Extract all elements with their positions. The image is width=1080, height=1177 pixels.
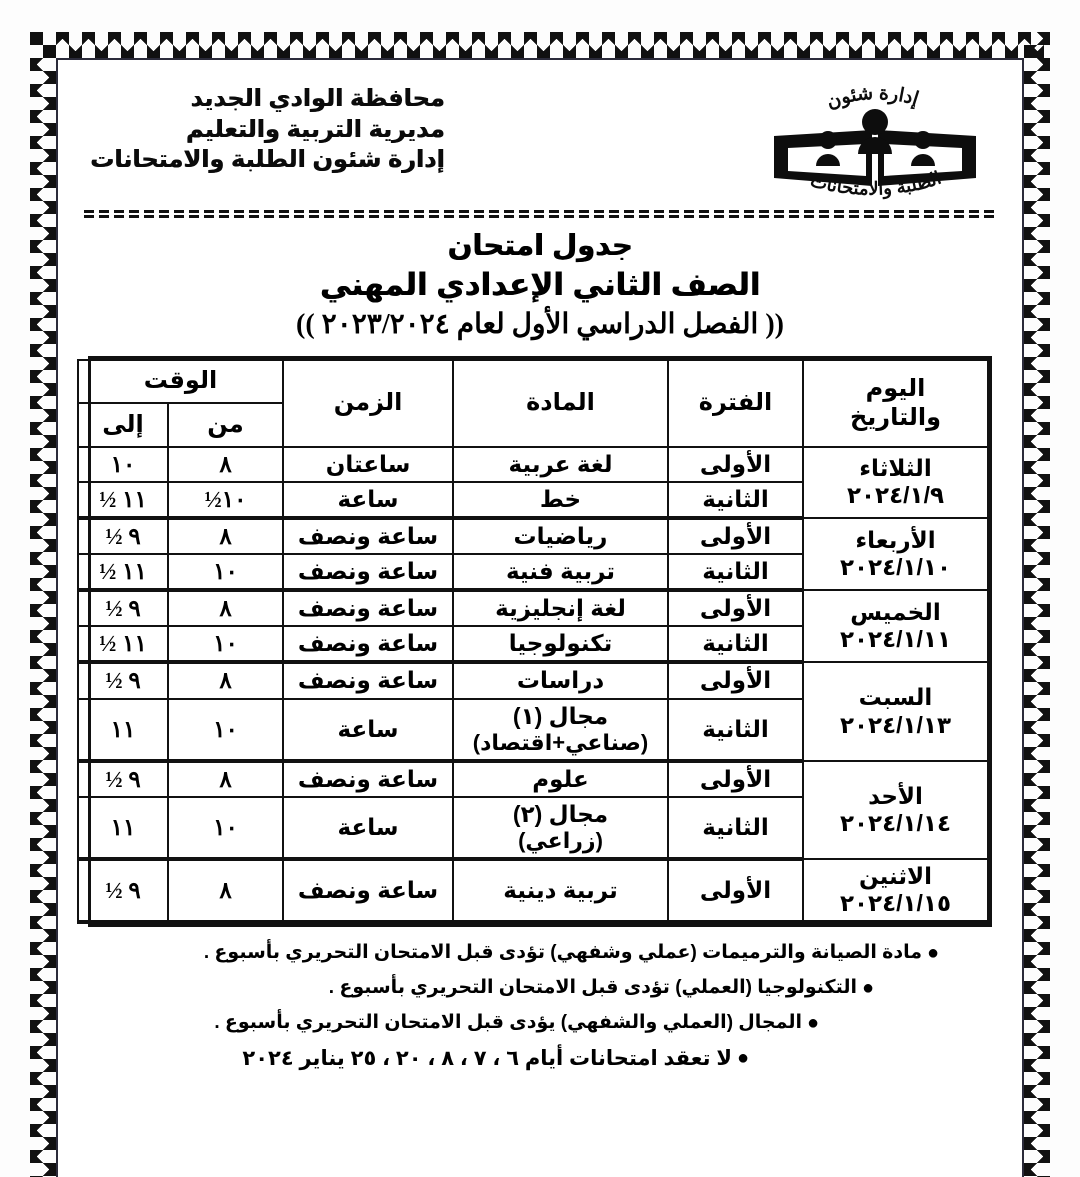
- cell-time-to: ٩ ½: [78, 859, 168, 922]
- cell-subject: [453, 797, 668, 859]
- cell-time-to: ٩ ½: [78, 761, 168, 797]
- cell-time-from: ٨: [168, 518, 283, 554]
- subject-name: لغة إنجليزية: [495, 595, 626, 622]
- cell-duration: ساعة ونصف: [283, 626, 453, 662]
- cell-time-to: ٩ ½: [78, 518, 168, 554]
- cell-time-from: ١٠½: [168, 482, 283, 518]
- cell-time-to: ١٠: [78, 447, 168, 482]
- cell-duration: ساعة: [283, 797, 453, 859]
- cell-period: الثانية: [668, 699, 803, 761]
- table-head: [78, 360, 988, 446]
- cell-period: الأولى: [668, 859, 803, 922]
- table-row: [78, 859, 988, 922]
- cell-duration: ساعة ونصف: [283, 590, 453, 626]
- column-header-to: إلى: [78, 403, 168, 447]
- day-date: ٢٠٢٤/١/١٠: [839, 554, 952, 581]
- org-line-governorate: محافظة الوادي الجديد: [190, 85, 445, 112]
- page-title: جدول امتحان: [447, 230, 633, 262]
- cell-period: الأولى: [668, 761, 803, 797]
- cell-period: الثانية: [668, 626, 803, 662]
- decorative-frame: [30, 32, 1050, 1177]
- day-name: الأربعاء: [855, 526, 936, 553]
- day-date: ٢٠٢٤/١/١٤: [839, 809, 952, 836]
- cell-time-to: ١١: [78, 699, 168, 761]
- cell-time-to: ٩ ½: [78, 590, 168, 626]
- cell-duration: ساعة: [283, 482, 453, 518]
- subject-name: خط: [539, 485, 582, 512]
- bullet-icon: ●: [861, 977, 875, 1000]
- subject-name: مجال (٢): [512, 800, 609, 827]
- zigzag-border-right-icon: [1024, 32, 1050, 1177]
- cell-time-from: ١٠: [168, 797, 283, 859]
- cell-time-from: ٨: [168, 761, 283, 797]
- book-emblem-icon: [760, 78, 990, 203]
- cell-duration: ساعة: [283, 699, 453, 761]
- day-name: الخميس: [850, 599, 941, 626]
- cell-period: الأولى: [668, 447, 803, 482]
- exam-schedule-table: [77, 359, 989, 924]
- day-name: الاثنين: [858, 862, 933, 889]
- subject-name: علوم: [532, 765, 589, 792]
- cell-duration: ساعة ونصف: [283, 518, 453, 554]
- cell-time-to: ٩ ½: [78, 662, 168, 698]
- cell-time-to: ١١ ½: [78, 482, 168, 518]
- cell-time-to: ١١ ½: [78, 554, 168, 590]
- administration-logo: [760, 78, 990, 203]
- cell-period: الأولى: [668, 590, 803, 626]
- column-header-day-line2: والتاريخ: [849, 403, 942, 431]
- cell-time-from: ١٠: [168, 699, 283, 761]
- note-text: التكنولوجيا (العملي) تؤدى قبل الامتحان التحريري بأسبوع .: [328, 977, 857, 999]
- notes-list: [96, 939, 984, 1074]
- cell-period: الأولى: [668, 662, 803, 698]
- bullet-icon: ●: [737, 1047, 749, 1070]
- cell-time-to: ١١: [78, 797, 168, 859]
- zigzag-border-top-icon: [30, 32, 1050, 58]
- day-date: ٢٠٢٤/١/١٥: [839, 889, 952, 916]
- logo-top-text: إدارة شئون: [823, 82, 922, 114]
- column-header-subject: المادة: [453, 360, 668, 446]
- cell-subject: [453, 554, 668, 590]
- note-item: [96, 974, 984, 1002]
- cell-subject: [453, 626, 668, 662]
- cell-time-from: ٨: [168, 859, 283, 922]
- subject-name: دراسات: [516, 667, 605, 694]
- document-body: [56, 58, 1024, 1177]
- document-header: [80, 70, 1000, 203]
- bullet-icon: ●: [806, 1012, 820, 1035]
- schedule-table-container: [88, 356, 992, 927]
- subject-name: تكنولوجيا: [508, 630, 613, 657]
- cell-duration: ساعة ونصف: [283, 554, 453, 590]
- cell-time-from: ٨: [168, 662, 283, 698]
- column-header-time-group: الوقت: [78, 360, 283, 402]
- cell-time-from: ٨: [168, 447, 283, 482]
- day-date: ٢٠٢٤/١/٩: [846, 482, 944, 509]
- day-date: ٢٠٢٤/١/١١: [839, 626, 952, 653]
- svg-text:إدارة شئون: [824, 83, 921, 113]
- subject-name: مجال (١): [512, 702, 609, 729]
- table-row: [78, 518, 988, 554]
- table-row: [78, 761, 988, 797]
- cell-day-date: [803, 859, 988, 922]
- cell-time-from: ١٠: [168, 554, 283, 590]
- cell-day-date: [803, 447, 988, 518]
- subject-name: تربية دينية: [503, 876, 618, 903]
- table-body: [78, 447, 988, 922]
- cell-day-date: [803, 590, 988, 662]
- day-date: ٢٠٢٤/١/١٣: [839, 711, 952, 738]
- organization-heading: [90, 78, 445, 176]
- table-row: [78, 447, 988, 482]
- note-item: [96, 939, 984, 967]
- cell-period: الأولى: [668, 518, 803, 554]
- column-header-period: الفترة: [668, 360, 803, 446]
- cell-time-from: ٨: [168, 590, 283, 626]
- cell-duration: ساعة ونصف: [283, 859, 453, 922]
- org-line-department: إدارة شئون الطلبة والامتحانات: [90, 146, 445, 174]
- column-header-duration: الزمن: [283, 360, 453, 446]
- day-name: الثلاثاء: [859, 455, 932, 482]
- grade-subtitle: الصف الثاني الإعدادي المهني: [319, 267, 761, 303]
- header-divider: [84, 209, 996, 219]
- cell-time-from: ١٠: [168, 626, 283, 662]
- day-name: السبت: [858, 684, 933, 711]
- subject-name: تربية فنية: [505, 558, 616, 585]
- cell-subject: [453, 859, 668, 922]
- note-text: المجال (العملي والشفهي) يؤدى قبل الامتحان التحريري بأسبوع .: [214, 1012, 802, 1034]
- document-title-block: [80, 229, 1000, 342]
- column-header-day: [803, 360, 988, 446]
- cell-subject: [453, 662, 668, 698]
- org-line-directorate: مديرية التربية والتعليم: [185, 115, 445, 143]
- subject-name: رياضيات: [513, 522, 608, 549]
- cell-duration: ساعتان: [283, 447, 453, 482]
- cell-subject: [453, 590, 668, 626]
- cell-time-to: ١١ ½: [78, 626, 168, 662]
- cell-day-date: [803, 662, 988, 760]
- note-item: [96, 1009, 984, 1037]
- header-row-1: [78, 360, 988, 402]
- cell-period: الثانية: [668, 797, 803, 859]
- zigzag-border-left-icon: [30, 32, 56, 1177]
- cell-day-date: [803, 518, 988, 590]
- table-row: [78, 590, 988, 626]
- cell-subject: [453, 482, 668, 518]
- cell-day-date: [803, 761, 988, 859]
- subject-name: لغة عربية: [508, 450, 613, 477]
- cell-subject: [453, 699, 668, 761]
- bullet-icon: ●: [926, 942, 940, 965]
- table-row: [78, 662, 988, 698]
- note-text: مادة الصيانة والترميمات (عملي وشفهي) تؤدى قبل الامتحان التحريري بأسبوع .: [203, 942, 922, 964]
- column-header-from: من: [168, 403, 283, 447]
- subject-detail: (صناعي+اقتصاد): [472, 729, 649, 755]
- logo-bottom-text: الطلبة والامتحانات: [808, 167, 944, 199]
- cell-subject: [453, 447, 668, 482]
- subject-detail: (زراعي): [518, 827, 603, 853]
- cell-duration: ساعة ونصف: [283, 662, 453, 698]
- day-name: الأحد: [868, 782, 923, 809]
- cell-period: الثانية: [668, 554, 803, 590]
- column-header-day-line1: اليوم: [865, 375, 926, 403]
- cell-period: الثانية: [668, 482, 803, 518]
- cell-subject: [453, 518, 668, 554]
- note-item: [96, 1044, 984, 1074]
- cell-subject: [453, 761, 668, 797]
- note-text: لا تعقد امتحانات أيام ٦ ، ٧ ، ٨ ، ٢٠ ، ٢٥ يناير ٢٠٢٤: [242, 1047, 732, 1071]
- term-subtitle: (( الفصل الدراسي الأول لعام ٢٠٢٣/٢٠٢٤ )): [296, 309, 784, 341]
- cell-duration: ساعة ونصف: [283, 761, 453, 797]
